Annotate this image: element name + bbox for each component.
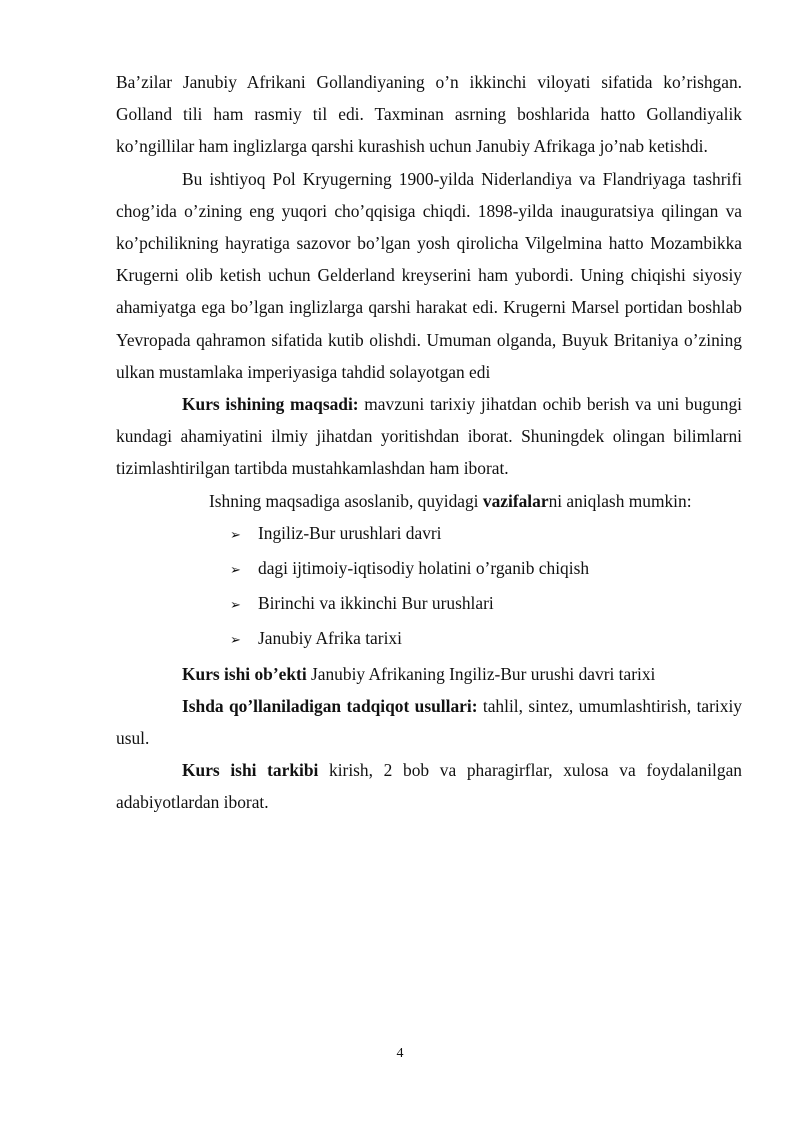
page-number: 4	[396, 1046, 404, 1061]
tasks-intro-bold: vazifalar	[482, 490, 549, 511]
task-text: dagi ijtimoiy-iqtisodiy holatini o’rganib chiqish	[258, 558, 590, 579]
goal-label: Kurs ishining maqsadi:	[182, 394, 359, 415]
object-text: Janubiy Afrikaning Ingiliz-Bur urushi davri tarixi	[306, 663, 656, 684]
object-label: Kurs ishi ob’ekti	[182, 663, 307, 684]
structure-text: kirish, 2 bob va pharagirflar, xulosa va foydalanilgan adabiyotlardan iborat.	[116, 760, 742, 813]
list-item	[230, 517, 742, 552]
paragraph-dutch-province: Ba’zilar Janubiy Afrikani Gollandiyaning o’n ikkinchi viloyati sifatida ko’rishgan. Golland tili ham rasmiy til edi. Taxminan asrning boshlarida hatto Gollandiyalik ko’ngillilar ham inglizlarga qarshi kurashish uchun Janubiy Afrikaga jo’nab ketishdi.	[116, 72, 742, 157]
structure-label: Kurs ishi tarkibi	[182, 760, 319, 781]
tasks-intro-before: Ishning maqsadiga asoslanib, quyidagi	[209, 490, 483, 511]
arrow-bullet-icon: ➢	[230, 598, 241, 614]
goal-text: mavzuni tarixiy jihatdan ochib berish va uni bugungi kundagi ahamiyatini ilmiy jihatdan yoritishdan iborat. Shuningdek olingan bilimlarni tizimlashtirilgan tartibda mustahkamlashdan ham iborat.	[116, 394, 743, 479]
tasks-intro-after: ni aniqlash mumkin:	[548, 490, 692, 511]
arrow-bullet-icon: ➢	[230, 633, 241, 649]
task-list	[116, 517, 742, 658]
list-item	[230, 622, 742, 657]
task-text: Janubiy Afrika tarixi	[258, 628, 402, 649]
paragraph-course-object	[116, 658, 742, 690]
paragraph-kruger-visit: Bu ishtiyoq Pol Kryugerning 1900-yilda Niderlandiya va Flandriyaga tashrifi chog’ida o’zining eng yuqori cho’qqisiga chiqdi. 1898-yilda inauguratsiya qilingan va ko’pchilikning hayratiga sazovor bo’lgan yosh qirolicha Vilgelmina hatto Mozambikka Krugerni olib ketish uchun Gelderland kreyserini ham yubordi. Uning chiqishi siyosiy ahamiyatga ega bo’lgan inglizlarga qarshi harakat edi. Krugerni Marsel portidan boshlab Yevropada qahramon sifatida kutib olishdi. Umuman olganda, Buyuk Britaniya o’zining ulkan mustamlaka imperiyasiga tahdid solayotgan edi	[116, 168, 742, 382]
methods-text: tahlil, sintez, umumlashtirish, tarixiy usul.	[116, 695, 742, 749]
paragraph-tasks-intro	[116, 485, 742, 517]
arrow-bullet-icon: ➢	[230, 563, 241, 579]
document-page	[116, 66, 742, 819]
paragraph-course-structure	[116, 754, 742, 818]
list-item	[230, 587, 742, 622]
task-text: Ingiliz-Bur urushlari davri	[258, 522, 442, 543]
paragraph-course-goal	[116, 388, 742, 485]
list-item	[230, 552, 742, 587]
methods-label: Ishda qo’llaniladigan tadqiqot usullari:	[182, 695, 478, 716]
arrow-bullet-icon: ➢	[230, 527, 241, 543]
task-text: Birinchi va ikkinchi Bur urushlari	[258, 593, 494, 614]
paragraph-research-methods	[116, 690, 742, 754]
